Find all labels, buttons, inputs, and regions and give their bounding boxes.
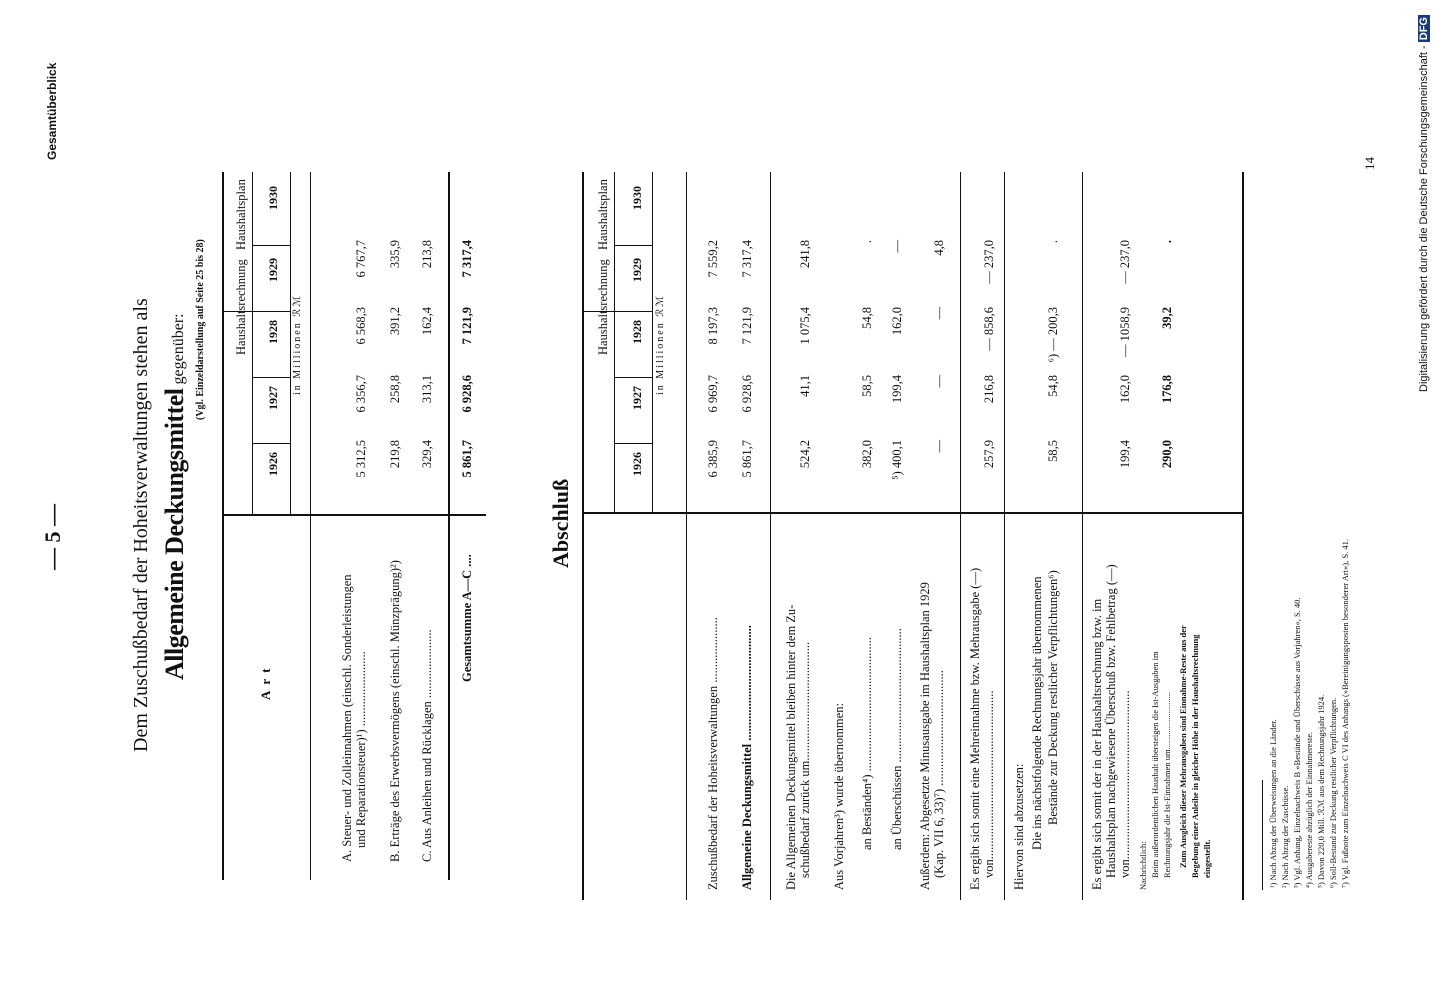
group-haushaltsrechnung: Haushaltsrechnung xyxy=(234,259,248,355)
abs-row-11-label3: Rechnungsjahr die Ist-Einnahmen um........................... xyxy=(1162,691,1172,878)
year-1929: 1929 xyxy=(266,258,280,282)
footnote-6: ⁶) Soll-Bestand zur Deckung restlicher Verpflichtungen. xyxy=(1328,697,1338,888)
intro-heading: Allgemeine Deckungsmittel xyxy=(160,388,189,680)
abs-row-6-1928: — xyxy=(932,307,946,320)
unit-label: in Millionen ℛℳ xyxy=(292,294,303,395)
abs-row-1-1929: 7 317,4 xyxy=(740,240,754,278)
abs-row-3-label: Aus Vorjahren³) wurde übernommen: xyxy=(832,703,846,890)
abs-row-12-label1: Zum Ausgleich dieser Mehrausgaben sind Einnahme-Reste aus der xyxy=(1178,625,1188,868)
abs-row-10-1929: — 237,0 xyxy=(1118,240,1132,284)
abs-row-6-1929: 4,8 xyxy=(932,240,946,256)
abs-row-11-label2: Beim außerordentlichen Haushalt übersteigen die Ist-Ausgaben im xyxy=(1150,651,1160,878)
abs-row-11-label1: Nachrichtlich: xyxy=(1138,841,1148,890)
abs-row-0-1927: 6 969,7 xyxy=(706,375,720,413)
abs-row-5-1928: 162,0 xyxy=(890,307,904,336)
abs-row-11-1928: 39,2 xyxy=(1160,307,1174,329)
abs-row-10-label2: Haushaltsplan nachgewiesene Überschuß bzw. Fehlbetrag (—) xyxy=(1104,564,1118,878)
t1-row-b-label: B. Erträge des Erwerbsvermögens (einschl. Münzprägung)²) xyxy=(388,560,402,862)
abs-row-5-1929: — xyxy=(890,240,904,253)
intro-text: Dem Zuschußbedarf der Hoheitsverwaltungen stehen als xyxy=(130,298,152,752)
abs-year-1930: 1930 xyxy=(630,186,644,210)
footnote-4: ⁴) Ausgabereste abzüglich der Einnahmereste. xyxy=(1304,731,1314,888)
t1-row-a-label2: und Reparationsteuer)¹) ........................ xyxy=(354,651,368,848)
abs-row-4-1929: . xyxy=(860,240,874,244)
footnote-7: ⁷) Vgl. Fußnote zum Einzelnachweis C VI des Anhangs (»Bereinigungsposten besonderer Art«), S. 41. xyxy=(1340,539,1350,888)
abs-row-1-1928: 7 121,9 xyxy=(740,307,754,345)
abs-row-10-1928: — 1058,9 xyxy=(1118,307,1132,357)
abs-row-9-1926: 58,5 xyxy=(1046,440,1060,462)
abs-year-1927: 1927 xyxy=(630,386,644,410)
abs-row-1-label: Allgemeine Deckungsmittel ..................................... xyxy=(740,625,754,890)
abs-year-1929: 1929 xyxy=(630,258,644,282)
abs-row-2-label2: schußbedarf zurück um...................................... xyxy=(798,641,812,878)
footnote-1: ¹) Nach Abzug der Überweisungen an die Länder. xyxy=(1268,719,1278,888)
abs-row-2-1926: 524,2 xyxy=(798,440,812,469)
abs-row-6-label2: (Kap. VII 6, 33)⁷) ..................................... xyxy=(932,670,946,878)
abs-row-12-label3: eingestellt. xyxy=(1202,839,1212,878)
abs-row-4-label: an Beständen⁴) ........................................... xyxy=(860,636,874,850)
t1-total-1926: 5 861,7 xyxy=(460,440,474,478)
abs-row-5-1927: 199,4 xyxy=(890,375,904,404)
footnote-5: ⁵) Davon 220,0 Mill. ℛℳ aus dem Rechnungsjahr 1924. xyxy=(1316,694,1326,888)
abs-row-9-label1: Die ins nächstfolgende Rechnungsjahr übernommenen xyxy=(1030,576,1044,850)
abs-row-0-1929: 7 559,2 xyxy=(706,240,720,278)
abs-row-10-label3: von...................................................... xyxy=(1118,690,1132,878)
abs-row-1-1927: 6 928,6 xyxy=(740,375,754,413)
abs-row-0-label: Zuschußbedarf der Hoheitsverwaltungen ..................... xyxy=(706,617,720,890)
t1-row-c-label: C. Aus Anleihen und Rücklagen ...................... xyxy=(420,629,434,862)
abs-group-haushaltsplan: Haushaltsplan xyxy=(596,179,610,250)
abs-row-2-1929: 241,8 xyxy=(798,240,812,269)
t1-row-c-1926: 329,4 xyxy=(420,440,434,469)
abs-row-2-label1: Die Allgemeinen Deckungsmittel bleiben hinter dem Zu- xyxy=(784,604,798,890)
t1-row-b-1927: 258,8 xyxy=(388,375,402,404)
abs-row-7-1926: 257,9 xyxy=(982,440,996,469)
abs-row-4-1926: 382,0 xyxy=(860,440,874,469)
abs-row-5-1926: ⁵) 400,1 xyxy=(890,440,904,480)
abs-row-2-1928: 1 075,4 xyxy=(798,307,812,345)
abs-row-1-1926: 5 861,7 xyxy=(740,440,754,478)
t1-row-c-1929: 213,8 xyxy=(420,240,434,269)
abschluss-title: Abschluß xyxy=(548,478,573,568)
abs-row-2-1927: 41,1 xyxy=(798,375,812,397)
abs-group-haushaltsrechnung: Haushaltsrechnung xyxy=(596,259,610,355)
abs-row-4-1928: 54,8 xyxy=(860,307,874,329)
abs-row-7-1927: 216,8 xyxy=(982,375,996,404)
t1-row-c-1928: 162,4 xyxy=(420,307,434,336)
intro-heading-wrap xyxy=(160,313,190,680)
abs-row-10-label1: Es ergibt sich somit der in der Haushaltsrechnung bzw. im xyxy=(1090,598,1104,890)
t1-total-1927: 6 928,6 xyxy=(460,375,474,413)
t1-row-b-1928: 391,2 xyxy=(388,307,402,336)
col-art-header: Art xyxy=(258,662,273,700)
abs-row-11-1929: . xyxy=(1160,240,1174,244)
abs-unit-label: in Millionen ℛℳ xyxy=(655,294,666,395)
t1-total-1929: 7 317,4 xyxy=(460,240,474,278)
abs-row-0-1928: 8 197,3 xyxy=(706,307,720,345)
t1-total-1928: 7 121,9 xyxy=(460,307,474,345)
abs-row-8-label: Hiervon sind abzusetzen: xyxy=(1012,763,1026,890)
t1-row-a-label1: A. Steuer- und Zolleinnahmen (einschl. Sonderleistungen xyxy=(340,574,354,862)
year-1927: 1927 xyxy=(266,386,280,410)
t1-row-a-1929: 6 767,7 xyxy=(354,240,368,278)
t1-row-a-1927: 6 356,7 xyxy=(354,375,368,413)
t1-row-b-1926: 219,8 xyxy=(388,440,402,469)
t1-row-a-1926: 5 312,5 xyxy=(354,440,368,478)
abs-row-0-1926: 6 385,9 xyxy=(706,440,720,478)
footnote-3: ³) Vgl. Anhang, Einzelnachweis B »Bestände und Überschüsse aus Vorjahren«, S. 40. xyxy=(1292,597,1302,888)
t1-row-a-1928: 6 568,3 xyxy=(354,307,368,345)
side-note xyxy=(1418,15,1430,392)
t1-total-label: Gesamtsumme A—C .... xyxy=(460,554,474,682)
abs-row-9-1927: 54,8 xyxy=(1046,375,1060,397)
abs-row-6-1926: — xyxy=(932,440,946,453)
abs-row-11-1927: 176,8 xyxy=(1160,375,1174,404)
page-header-title: Gesamtüberblick xyxy=(45,62,59,160)
year-1930: 1930 xyxy=(266,186,280,210)
abs-row-12-label2: Begebung einer Anleihe in gleicher Höhe in der Haushaltsrechnung xyxy=(1190,634,1200,878)
abs-row-4-1927: 58,5 xyxy=(860,375,874,397)
page-number: 14 xyxy=(1362,157,1377,170)
dfg-logo: DFG xyxy=(1418,17,1430,41)
t1-row-c-1927: 313,1 xyxy=(420,375,434,404)
footnote-2: ²) Nach Abzug der Zuschüsse. xyxy=(1280,785,1290,888)
abs-row-10-1927: 162,0 xyxy=(1118,375,1132,404)
group-haushaltsplan: Haushaltsplan xyxy=(234,179,248,250)
abs-row-9-label2: Bestände zur Deckung restlicher Verpflichtungen⁶) xyxy=(1046,570,1060,825)
year-1926: 1926 xyxy=(266,452,280,476)
abs-row-6-1927: — xyxy=(932,375,946,388)
abs-row-7-1928: — 858,6 xyxy=(982,307,996,351)
t1-row-b-1929: 335,9 xyxy=(388,240,402,269)
intro-heading-tail: gegenüber: xyxy=(170,313,187,385)
side-note-text: Digitalisierung gefördert durch die Deutsche Forschungsgemeinschaft - xyxy=(1418,45,1430,392)
year-1928: 1928 xyxy=(266,320,280,344)
abs-row-5-label: an Überschüssen ........................................... xyxy=(890,628,904,850)
intro-note: (Vgl. Einzeldarstellung auf Seite 25 bis 28) xyxy=(195,239,206,420)
abs-row-11-1926: 290,0 xyxy=(1160,440,1174,469)
abs-row-7-1929: — 237,0 xyxy=(982,240,996,284)
abs-row-9-1929: . xyxy=(1046,240,1060,244)
abs-row-7-label2: von...................................................... xyxy=(982,690,996,878)
abs-row-9-1928: ⁶) — 200,3 xyxy=(1046,307,1060,363)
abs-year-1926: 1926 xyxy=(630,452,644,476)
abs-row-6-label1: Außerdem: Abgesetzte Minusausgabe im Haushaltsplan 1929 xyxy=(918,582,932,890)
page-header-number: — 5 — xyxy=(40,504,65,570)
abs-row-7-label1: Es ergibt sich somit eine Mehreinnahme bzw. Mehrausgabe (—) xyxy=(968,567,982,890)
abs-year-1928: 1928 xyxy=(630,320,644,344)
abs-row-10-1926: 199,4 xyxy=(1118,440,1132,469)
